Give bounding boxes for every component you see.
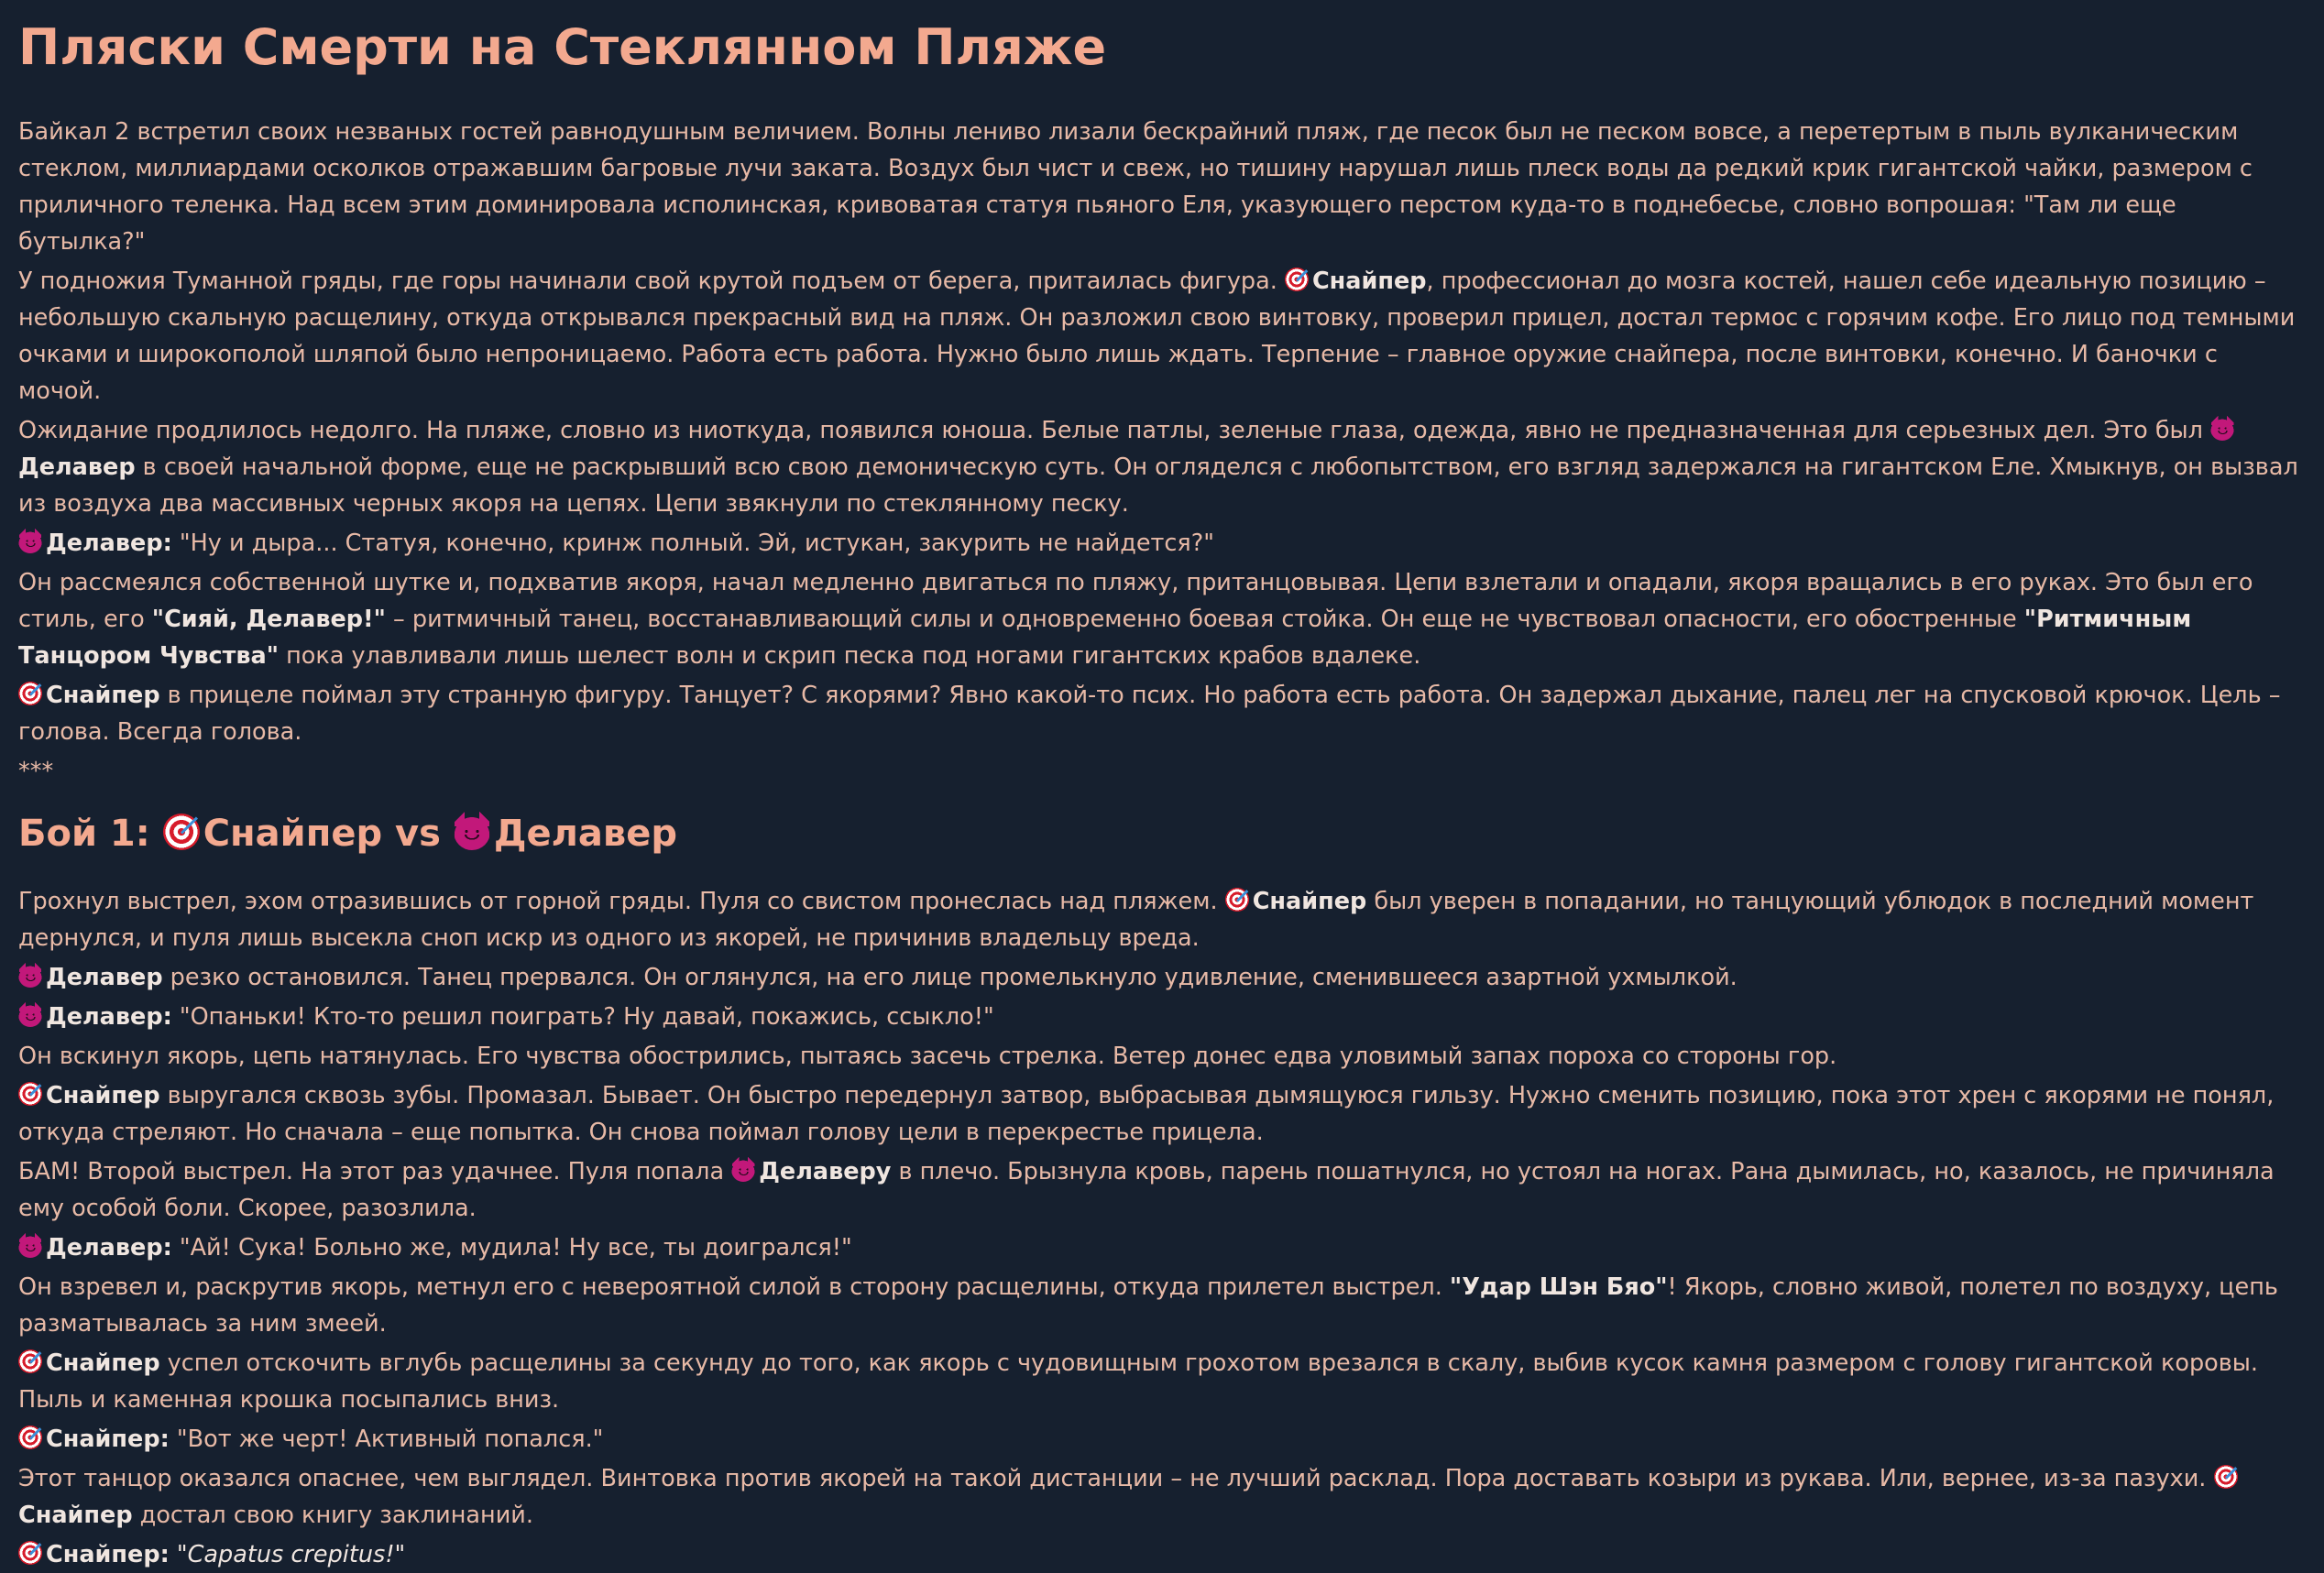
target-icon (18, 1082, 42, 1106)
section-heading (18, 806, 2306, 861)
paragraph (18, 263, 2306, 410)
dialogue-text: "Опаньки! Кто-то решил поиграть? Ну давай, покажись, ссыкло!" (171, 1003, 994, 1031)
target-icon (1285, 268, 1309, 291)
paragraph-text: выругался сквозь зубы. Промазал. Бывает. Он быстро передернул затвор, выбрасывая дымящуюся гильзу. Нужно сменить позицию, пока этот хрен с якорями не понял, откуда стреляют. Но сначала – еще попытка. Он снова поймал голову цели в перекрестье прицела. (18, 1082, 2275, 1146)
dialogue-text: "Ну и дыра... Статуя, конечно, кринж полный. Эй, истукан, закурить не найдется?" (171, 530, 1215, 557)
character-name: Делавер (46, 964, 163, 991)
paragraph-text: в прицеле поймал эту странную фигуру. Танцует? С якорями? Явно какой-то псих. Но работа есть работа. Он задержал дыхание, палец лег на спусковой крючок. Цель – голова. Всегда голова. (18, 682, 2281, 746)
dialogue-line (18, 1536, 2306, 1573)
devil-icon (2210, 417, 2234, 441)
paragraph-text: Байкал 2 встретил своих незваных гостей равнодушным величием. Волны лениво лизали бескрайний пляж, где песок был не песком вовсе, а перетертым в пыль вулканическим стеклом, миллиардами осколков отражавшим багровые лучи заката. Воздух был чист и свеж, но тишину нарушал лишь плеск воды да редкий крик гигантской чайки, размером с приличного теленка. Над всем этим доминировала исполинская, кривоватая статуя пьяного Еля, указующего перстом куда-то в поднебесье, словно вопрошая: "Там ли еще бутылка?" (18, 118, 2253, 256)
target-icon (1225, 888, 1249, 912)
paragraph-text: был уверен в попадании, но танцующий ублюдок в последний момент дернулся, и пуля лишь высекла сноп искр из одного из якорей, не причинив владельцу вреда. (18, 888, 2254, 952)
paragraph (18, 959, 2306, 996)
paragraph-text: в своей начальной форме, еще не раскрывший всю свою демоническую суть. Он огляделся с любопытством, его взгляд задержался на гигантском Еле. Хмыкнув, он вызвал из воздуха два массивных черных якоря на цепях. Цепи звякнули по стеклянному песку. (18, 453, 2298, 518)
paragraph-text: ! Якорь, словно живой, полетел по воздуху, цепь разматывалась за ним змеей. (18, 1273, 2278, 1338)
dialogue-line (18, 525, 2306, 562)
paragraph-text: в плечо. Брызнула кровь, парень пошатнулся, но устоял на ногах. Рана дымилась, но, казалось, не причиняла ему особой боли. Скорее, разозлила. (18, 1158, 2275, 1222)
speaker-name: Снайпер: (46, 1541, 170, 1568)
paragraph (18, 564, 2306, 674)
character-name: Снайпер (1311, 268, 1427, 295)
paragraph (18, 677, 2306, 750)
target-icon (18, 1349, 42, 1373)
paragraph (18, 1345, 2306, 1418)
skill-name: "Сияй, Делавер!" (151, 606, 386, 633)
paragraph-text: Он вскинул якорь, цепь натянулась. Его чувства обострились, пытаясь засечь стрелка. Ветер донес едва уловимый запах пороха со стороны гор. (18, 1043, 1837, 1070)
paragraph (18, 1038, 2306, 1075)
dialogue-line (18, 1421, 2306, 1458)
skill-name: "Удар Шэн Бяо" (1449, 1273, 1668, 1301)
paragraph (18, 1460, 2306, 1534)
heading-text: Снайпер (203, 813, 383, 855)
paragraph (18, 1153, 2306, 1227)
paragraph (18, 1269, 2306, 1342)
speaker-name: Делавер: (46, 1003, 172, 1031)
character-name: Снайпер (46, 1349, 160, 1377)
target-icon (2214, 1465, 2238, 1489)
paragraph-text: резко остановился. Танец прервался. Он оглянулся, на его лице промелькнуло удивление, сменившееся азартной ухмылкой. (162, 964, 1738, 991)
paragraph-text: Грохнул выстрел, эхом отразившись от горной гряды. Пуля со свистом пронеслась над пляжем. (18, 888, 1225, 915)
target-icon (163, 814, 200, 850)
page-title: Пляски Смерти на Стеклянном Пляже (18, 18, 1107, 76)
character-name: Делавер (18, 453, 136, 481)
paragraph-text: Он рассмеялся собственной шутке и, подхватив якоря, начал медленно двигаться по пляжу, пританцовывая. Цепи взлетали и опадали, якоря вращались в его руках. Это был его стиль, его (18, 569, 2253, 633)
paragraph (18, 114, 2306, 260)
dialogue-text: "Ай! Сука! Больно же, мудила! Ну все, ты доигрался!" (171, 1234, 852, 1262)
paragraph-text: – ритмичный танец, восстанавливающий силы и одновременно боевая стойка. Он еще не чувствовал опасности, его обостренные (385, 606, 2024, 633)
paragraph-text: БАМ! Второй выстрел. На этот раз удачнее. Пуля попала (18, 1158, 732, 1185)
dialogue-text: "Вот же черт! Активный попался." (169, 1426, 604, 1453)
devil-icon (18, 530, 42, 553)
devil-icon (18, 1234, 42, 1258)
heading-text: vs (382, 813, 454, 855)
paragraph (18, 1077, 2306, 1151)
skill-name: "Ритмичным Танцором Чувства" (18, 606, 2192, 670)
target-icon (18, 682, 42, 705)
paragraph-text: Он взревел и, раскрутив якорь, метнул его с невероятной силой в сторону расщелины, откуда прилетел выстрел. (18, 1273, 1450, 1301)
character-name: Снайпер (46, 1082, 160, 1109)
target-icon (18, 1426, 42, 1449)
paragraph-text: У подножия Туманной гряды, где горы начинали свой крутой подъем от берега, притаилась фигура. (18, 268, 1285, 295)
paragraph-text: Этот танцор оказался опаснее, чем выглядел. Винтовка против якорей на такой дистанции – не лучший расклад. Пора доставать козыри из рукава. Или, вернее, из-за пазухи. (18, 1465, 2214, 1492)
dialogue-line (18, 999, 2306, 1035)
section-separator: *** (18, 758, 54, 785)
paragraph-text: достал свою книгу заклинаний. (132, 1502, 533, 1529)
speaker-name: Снайпер: (46, 1426, 170, 1453)
spell-incantation: "Capatus crepitus!" (176, 1541, 406, 1568)
paragraph-text: , профессионал до мозга костей, нашел себе идеальную позицию – небольшую скальную расщелину, откуда открывался прекрасный вид на пляж. Он разложил свою винтовку, проверил прицел, достал термос с горячим кофе. Его лицо под темными очками и широкополой шляпой было непроницаемо. Работа есть работа. Нужно было лишь ждать. Терпение – главное оружие снайпера, после винтовки, конечно. И баночки с мочой. (18, 268, 2296, 405)
paragraph-text: успел отскочить вглубь расщелины за секунду до того, как якорь с чудовищным грохотом врезался в скалу, выбив кусок камня размером с голову гигантской коровы. Пыль и каменная крошка посыпались вниз. (18, 1349, 2259, 1414)
heading-text: Бой 1: (18, 813, 163, 855)
speaker-name: Делавер: (46, 530, 172, 557)
character-name: Снайпер (18, 1502, 133, 1529)
character-name: Делаверу (759, 1158, 892, 1185)
devil-icon (18, 964, 42, 988)
target-icon (18, 1541, 42, 1565)
paragraph (18, 412, 2306, 522)
paragraph-text: Ожидание продлилось недолго. На пляже, словно из ниоткуда, появился юноша. Белые патлы, зеленые глаза, одежда, явно не предназначенная для серьезных дел. Это был (18, 417, 2211, 444)
devil-icon (454, 814, 490, 850)
character-name: Снайпер (1252, 888, 1367, 915)
devil-icon (18, 1003, 42, 1027)
paragraph-text: пока улавливали лишь шелест волн и скрип песка под ногами гигантских крабов вдалеке. (279, 642, 1421, 670)
dialogue-line (18, 1229, 2306, 1266)
character-name: Снайпер (46, 682, 160, 709)
devil-icon (731, 1158, 755, 1182)
heading-text: Делавер (493, 813, 677, 855)
speaker-name: Делавер: (46, 1234, 172, 1262)
paragraph (18, 883, 2306, 956)
